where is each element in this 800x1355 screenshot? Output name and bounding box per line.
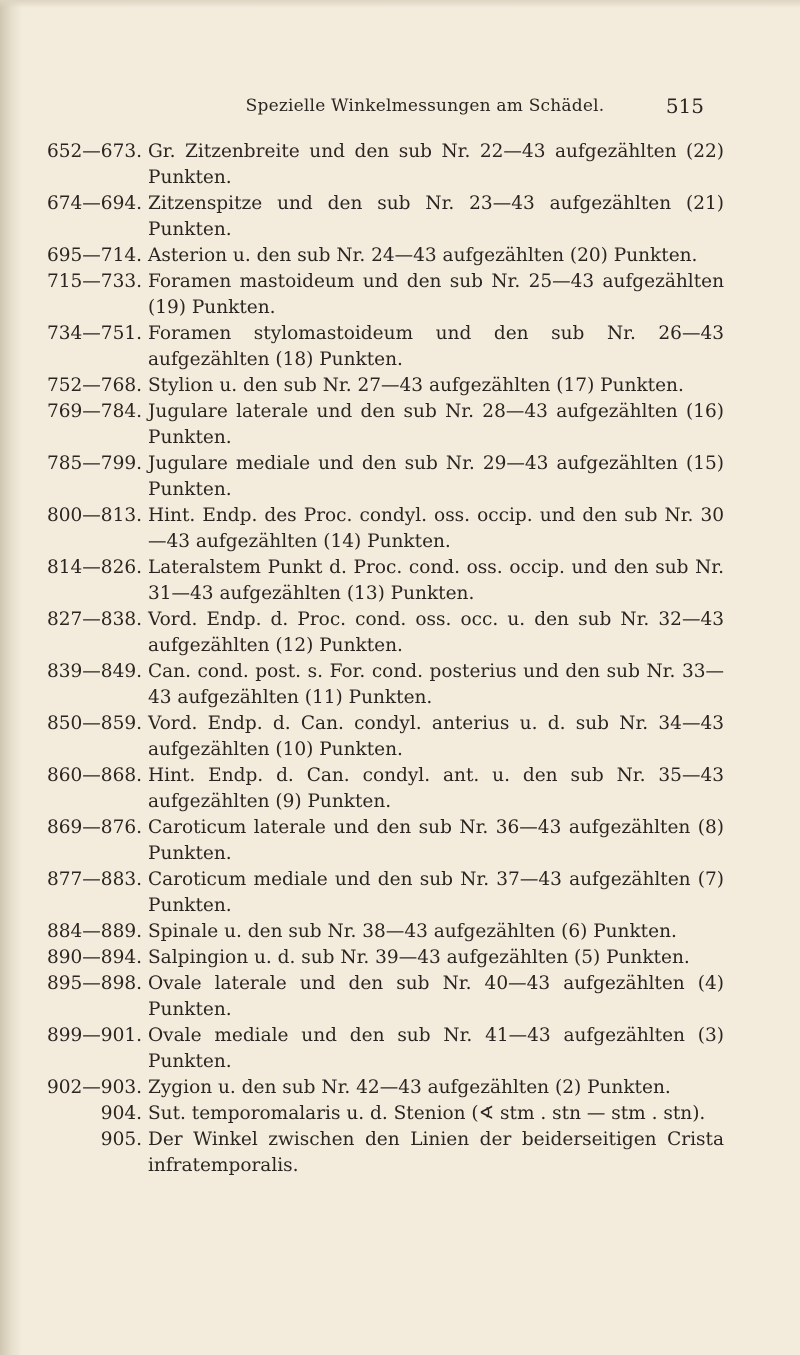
- entry-description: Hint. Endp. des Proc. condyl. oss. occip. und den sub Nr. 30—43 aufgezählten (14) Punkten.: [148, 505, 724, 552]
- list-item: [24, 373, 724, 399]
- list-item: [24, 503, 724, 555]
- page-top-shadow: [0, 0, 800, 8]
- entry-number-range: 839—849.: [46, 661, 142, 682]
- list-item: [24, 555, 724, 607]
- entry-description: Foramen stylomastoideum und den sub Nr. 26—43 aufgezählten (18) Punkten.: [148, 323, 724, 370]
- measurement-list: [24, 139, 724, 1179]
- entry-number-range: 890—894.: [46, 947, 142, 968]
- entry-description: Gr. Zitzenbreite und den sub Nr. 22—43 aufgezählten (22) Punkten.: [148, 141, 724, 188]
- entry-description: Stylion u. den sub Nr. 27—43 aufgezählten (17) Punkten.: [148, 375, 684, 396]
- entry-description: Can. cond. post. s. For. cond. posterius und den sub Nr. 33—43 aufgezählten (11) Punkten.: [148, 661, 724, 708]
- entry-number-range: 695—714.: [46, 245, 142, 266]
- entry-number-range: 715—733.: [46, 271, 142, 292]
- entry-description: Foramen mastoideum und den sub Nr. 25—43 aufgezählten (19) Punkten.: [148, 271, 724, 318]
- entry-description: Der Winkel zwischen den Linien der beiderseitigen Crista infratemporalis.: [148, 1129, 724, 1176]
- list-item: [24, 399, 724, 451]
- list-item: [24, 867, 724, 919]
- entry-number-range: 785—799.: [46, 453, 142, 474]
- page-edge-shadow: [0, 0, 22, 1355]
- list-item: [24, 711, 724, 763]
- entry-description: Ovale mediale und den sub Nr. 41—43 aufgezählten (3) Punkten.: [148, 1025, 724, 1072]
- entry-description: Ovale laterale und den sub Nr. 40—43 aufgezählten (4) Punkten.: [148, 973, 724, 1020]
- entry-description: Sut. temporomalaris u. d. Stenion (∢ stm . stn — stm . stn).: [148, 1103, 706, 1124]
- entry-description: Salpingion u. d. sub Nr. 39—43 aufgezählten (5) Punkten.: [148, 947, 690, 968]
- entry-number-range: 860—868.: [46, 765, 142, 786]
- entry-description: Hint. Endp. d. Can. condyl. ant. u. den sub Nr. 35—43 aufgezählten (9) Punkten.: [148, 765, 724, 812]
- list-item: [24, 1127, 724, 1179]
- list-item: [24, 763, 724, 815]
- entry-description: Vord. Endp. d. Can. condyl. anterius u. d. sub Nr. 34—43 aufgezählten (10) Punkten.: [148, 713, 724, 760]
- list-item: [24, 451, 724, 503]
- entry-description: Asterion u. den sub Nr. 24—43 aufgezählten (20) Punkten.: [148, 245, 698, 266]
- entry-description: Zitzenspitze und den sub Nr. 23—43 aufgezählten (21) Punkten.: [148, 193, 724, 240]
- entry-number-range: 752—768.: [46, 375, 142, 396]
- list-item: [24, 243, 724, 269]
- entry-number-range: 827—838.: [46, 609, 142, 630]
- list-item: [24, 269, 724, 321]
- entry-description: Jugulare mediale und den sub Nr. 29—43 aufgezählten (15) Punkten.: [148, 453, 724, 500]
- list-item: [24, 1101, 724, 1127]
- entry-description: Zygion u. den sub Nr. 42—43 aufgezählten (2) Punkten.: [148, 1077, 671, 1098]
- entry-description: Caroticum laterale und den sub Nr. 36—43 aufgezählten (8) Punkten.: [148, 817, 724, 864]
- list-item: [24, 971, 724, 1023]
- list-item: [24, 321, 724, 373]
- list-item: [24, 1023, 724, 1075]
- entry-number-range: 895—898.: [46, 973, 142, 994]
- entry-number-range: 814—826.: [46, 557, 142, 578]
- list-item: [24, 945, 724, 971]
- entry-number-range: 905.: [100, 1129, 142, 1150]
- running-header: [140, 96, 710, 126]
- list-item: [24, 607, 724, 659]
- entry-number-range: 904.: [100, 1103, 142, 1124]
- entry-number-range: 877—883.: [46, 869, 142, 890]
- entry-description: Spinale u. den sub Nr. 38—43 aufgezählten (6) Punkten.: [148, 921, 677, 942]
- list-item: [24, 815, 724, 867]
- page-number: 515: [665, 94, 704, 118]
- entry-number-range: 850—859.: [46, 713, 142, 734]
- entry-number-range: 869—876.: [46, 817, 142, 838]
- entry-number-range: 674—694.: [46, 193, 142, 214]
- entry-number-range: 884—889.: [46, 921, 142, 942]
- entry-description: Caroticum mediale und den sub Nr. 37—43 aufgezählten (7) Punkten.: [148, 869, 724, 916]
- entry-number-range: 734—751.: [46, 323, 142, 344]
- entry-number-range: 800—813.: [46, 505, 142, 526]
- entry-number-range: 899—901.: [46, 1025, 142, 1046]
- list-item: [24, 139, 724, 191]
- list-item: [24, 919, 724, 945]
- entry-number-range: 652—673.: [46, 141, 142, 162]
- entry-description: Vord. Endp. d. Proc. cond. oss. occ. u. den sub Nr. 32—43 aufgezählten (12) Punkten.: [148, 609, 724, 656]
- entry-number-range: 769—784.: [46, 401, 142, 422]
- running-title: Spezielle Winkelmessungen am Schädel.: [245, 96, 605, 116]
- entry-description: Lateralstem Punkt d. Proc. cond. oss. occip. und den sub Nr. 31—43 aufgezählten (13) Punkten.: [148, 557, 724, 604]
- entry-description: Jugulare laterale und den sub Nr. 28—43 aufgezählten (16) Punkten.: [148, 401, 724, 448]
- list-item: [24, 1075, 724, 1101]
- list-item: [24, 191, 724, 243]
- list-item: [24, 659, 724, 711]
- entry-number-range: 902—903.: [46, 1077, 142, 1098]
